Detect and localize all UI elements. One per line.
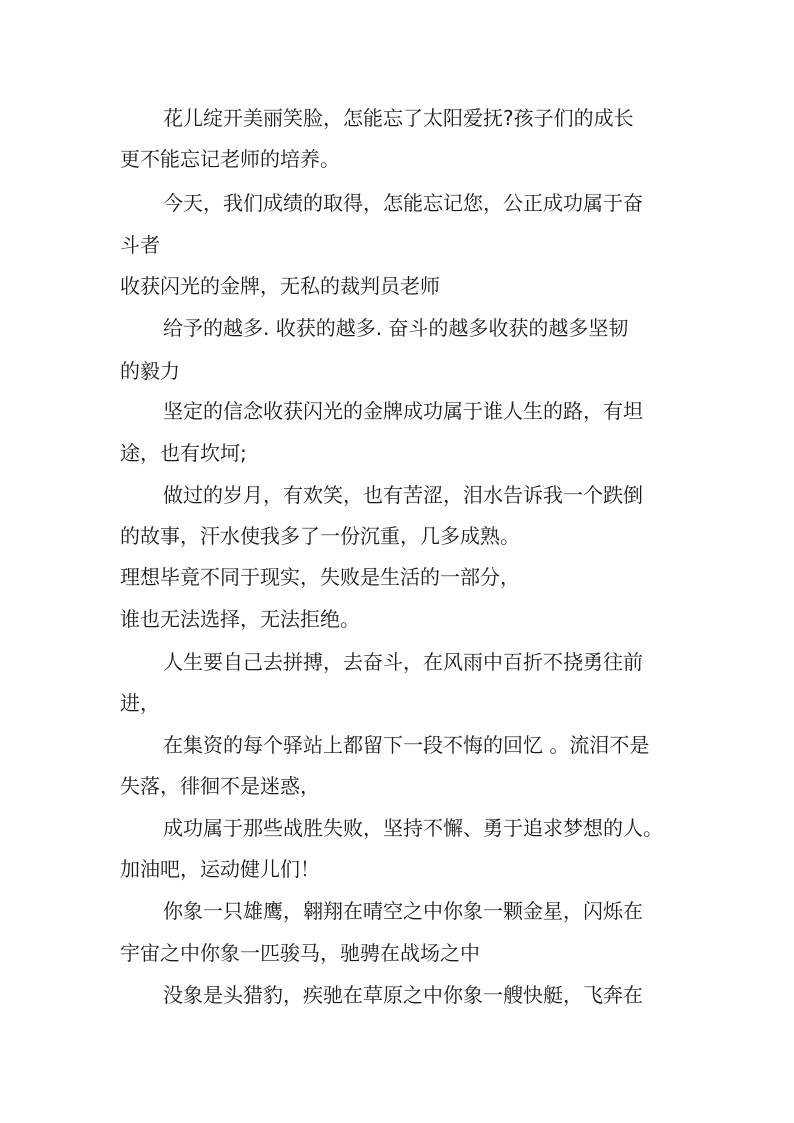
text-line-12: 理想毕竟不同于现实，失败是生活的一部分， [120,565,520,589]
text-line-15: 进， [120,691,160,715]
text-line-19: 加油吧，运动健儿们！ [120,857,320,881]
text-line-18: 成功属于那些战胜失败，坚持不懈、勇于追求梦想的人。 [163,816,663,840]
text-line-9: 途，也有坎坷; [120,441,247,465]
text-line-1: 花儿绽开美丽笑脸，怎能忘了太阳爱抚?孩子们的成长 [163,106,634,130]
text-line-17: 失落，徘徊不是迷惑， [120,774,320,798]
text-line-11: 的故事，汗水使我多了一份沉重，几多成熟。 [120,524,520,548]
text-line-2: 更不能忘记老师的培养。 [120,147,340,171]
text-line-3: 今天，我们成绩的取得，怎能忘记您，公正成功属于奋 [163,191,643,215]
text-line-14: 人生要自己去拼搏，去奋斗，在风雨中百折不挠勇往前 [163,650,643,674]
text-line-16: 在集资的每个驿站上都留下一段不悔的回忆 。流泪不是 [163,733,650,757]
text-line-6: 给予的越多. 收获的越多. 奋斗的越多收获的越多坚韧 [163,316,629,340]
text-line-20: 你象一只雄鹰，翱翔在晴空之中你象一颗金星，闪烁在 [163,899,643,923]
text-line-4: 斗者 [120,233,160,257]
text-line-10: 做过的岁月，有欢笑，也有苦涩，泪水告诉我一个跌倒 [163,483,643,507]
text-line-5: 收获闪光的金牌，无私的裁判员老师 [120,274,440,298]
text-line-13: 谁也无法选择，无法拒绝。 [120,607,360,631]
text-line-7: 的毅力 [120,359,180,383]
text-line-22: 没象是头猎豹，疾驰在草原之中你象一艘快艇，飞奔在 [163,983,643,1007]
text-line-8: 坚定的信念收获闪光的金牌成功属于谁人生的路，有坦 [163,399,643,423]
text-line-21: 宇宙之中你象一匹骏马，驰骋在战场之中 [120,941,480,965]
